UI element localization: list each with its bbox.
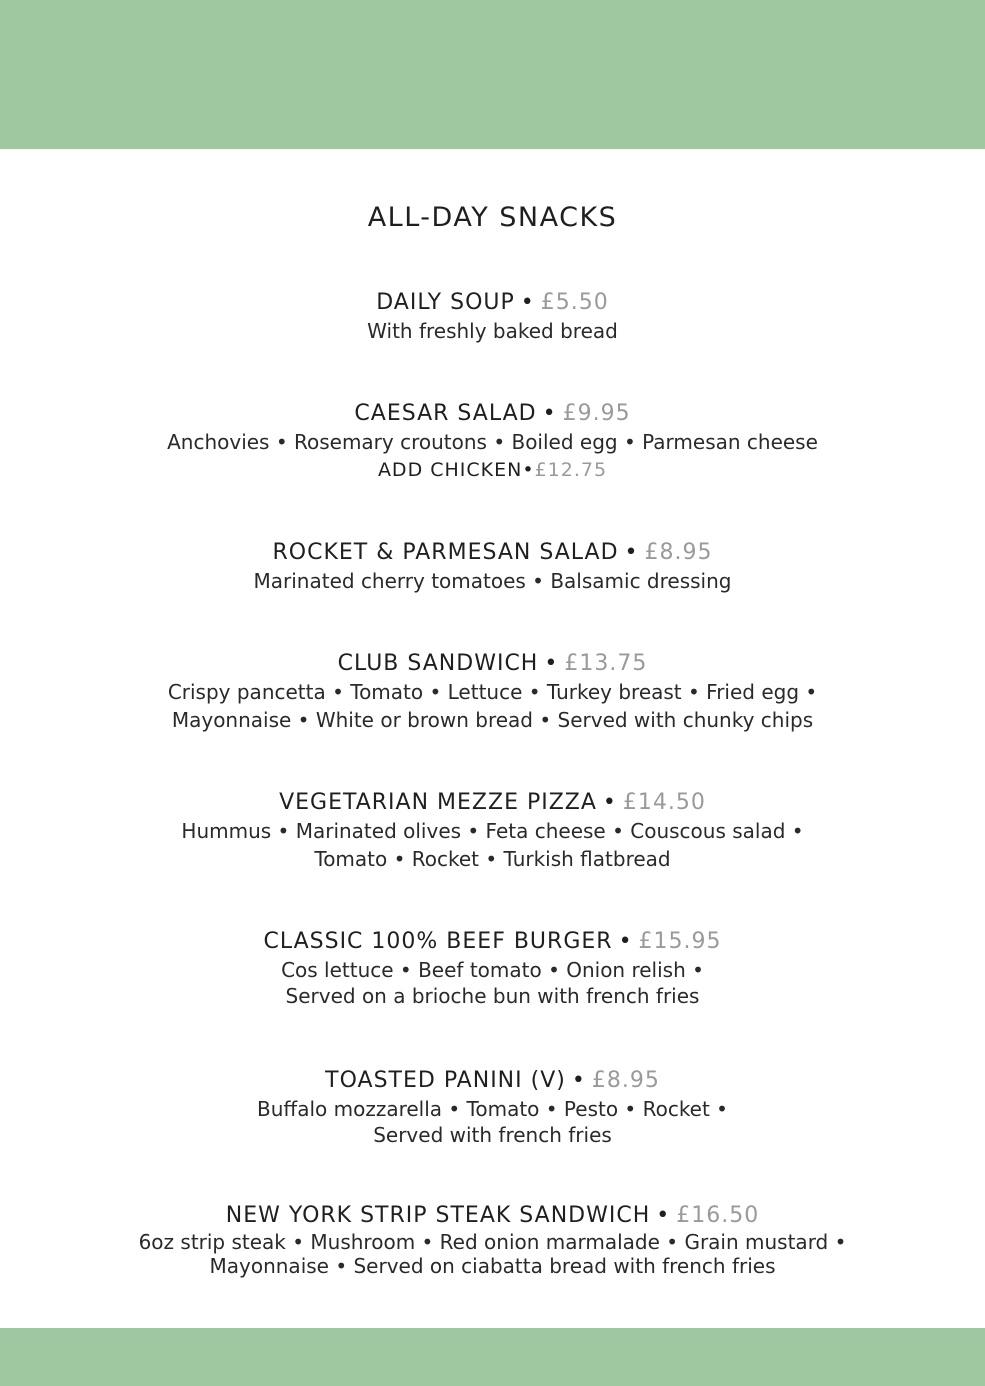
- addon-name: ADD CHICKEN: [377, 459, 523, 481]
- item-name: CLUB SANDWICH: [337, 651, 539, 676]
- menu-item-toasted-panini: [0, 1067, 985, 1147]
- item-price: £8.95: [644, 540, 713, 565]
- item-heading: [0, 1202, 985, 1230]
- item-description-line-2: Tomato • Rocket • Turkish flatbread: [314, 847, 671, 871]
- bullet-separator: •: [522, 459, 535, 481]
- bullet-separator: •: [571, 1068, 586, 1093]
- bullet-separator: •: [542, 401, 557, 426]
- item-description-line-1: Hummus • Marinated olives • Feta cheese • Couscous salad •: [181, 819, 804, 843]
- item-description-line-1: Crispy pancetta • Tomato • Lettuce • Turkey breast • Fried egg •: [167, 680, 818, 704]
- item-heading: [0, 1067, 985, 1095]
- item-price: £9.95: [562, 401, 631, 426]
- bullet-separator: •: [602, 790, 617, 815]
- item-name: ROCKET & PARMESAN SALAD: [272, 540, 619, 565]
- item-price: £14.50: [622, 790, 706, 815]
- item-description: Marinated cherry tomatoes • Balsamic dressing: [253, 569, 732, 593]
- item-name: NEW YORK STRIP STEAK SANDWICH: [225, 1203, 651, 1228]
- item-addon: [0, 456, 985, 484]
- menu-item-rocket-parmesan-salad: [0, 539, 985, 595]
- item-heading: [0, 928, 985, 956]
- item-heading: [0, 539, 985, 567]
- bottom-color-band: [0, 1328, 985, 1386]
- item-name: DAILY SOUP: [376, 290, 515, 315]
- menu-item-caesar-salad: [0, 400, 985, 484]
- item-description-line-2: Served on a brioche bun with french fries: [285, 984, 700, 1008]
- addon-price: £12.75: [534, 459, 608, 481]
- item-description-line-2: Mayonnaise • White or brown bread • Served with chunky chips: [171, 708, 814, 732]
- bullet-separator: •: [618, 929, 633, 954]
- item-price: £13.75: [564, 651, 648, 676]
- item-name: TOASTED PANINI (V): [325, 1068, 566, 1093]
- item-heading: [0, 650, 985, 678]
- section-title: ALL-DAY SNACKS: [367, 202, 618, 233]
- item-heading: [0, 400, 985, 428]
- item-price: £16.50: [676, 1203, 760, 1228]
- menu-item-new-york-strip-steak-sandwich: [0, 1202, 985, 1278]
- item-description-line-1: Cos lettuce • Beef tomato • Onion relish •: [281, 958, 704, 982]
- item-heading: [0, 789, 985, 817]
- top-color-band: [0, 0, 985, 149]
- item-description-line-2: Served with french fries: [373, 1123, 612, 1147]
- item-description-line-2: Mayonnaise • Served on ciabatta bread with french fries: [209, 1254, 776, 1278]
- menu-item-classic-beef-burger: [0, 928, 985, 1008]
- item-price: £5.50: [540, 290, 609, 315]
- menu-item-club-sandwich: [0, 650, 985, 734]
- item-description-line-1: 6oz strip steak • Mushroom • Red onion marmalade • Grain mustard •: [138, 1230, 847, 1254]
- item-heading: [0, 289, 985, 317]
- menu-item-vegetarian-mezze-pizza: [0, 789, 985, 873]
- bullet-separator: •: [544, 651, 559, 676]
- item-name: CLASSIC 100% BEEF BURGER: [263, 929, 613, 954]
- item-description: With freshly baked bread: [367, 319, 618, 343]
- item-description-line-1: Buffalo mozzarella • Tomato • Pesto • Rocket •: [257, 1097, 728, 1121]
- bullet-separator: •: [656, 1203, 671, 1228]
- bullet-separator: •: [624, 540, 639, 565]
- item-description: Anchovies • Rosemary croutons • Boiled egg • Parmesan cheese: [167, 430, 818, 454]
- bullet-separator: •: [520, 290, 535, 315]
- item-price: £15.95: [638, 929, 722, 954]
- item-name: VEGETARIAN MEZZE PIZZA: [279, 790, 597, 815]
- menu-item-daily-soup: [0, 289, 985, 345]
- item-price: £8.95: [591, 1068, 660, 1093]
- item-name: CAESAR SALAD: [354, 401, 537, 426]
